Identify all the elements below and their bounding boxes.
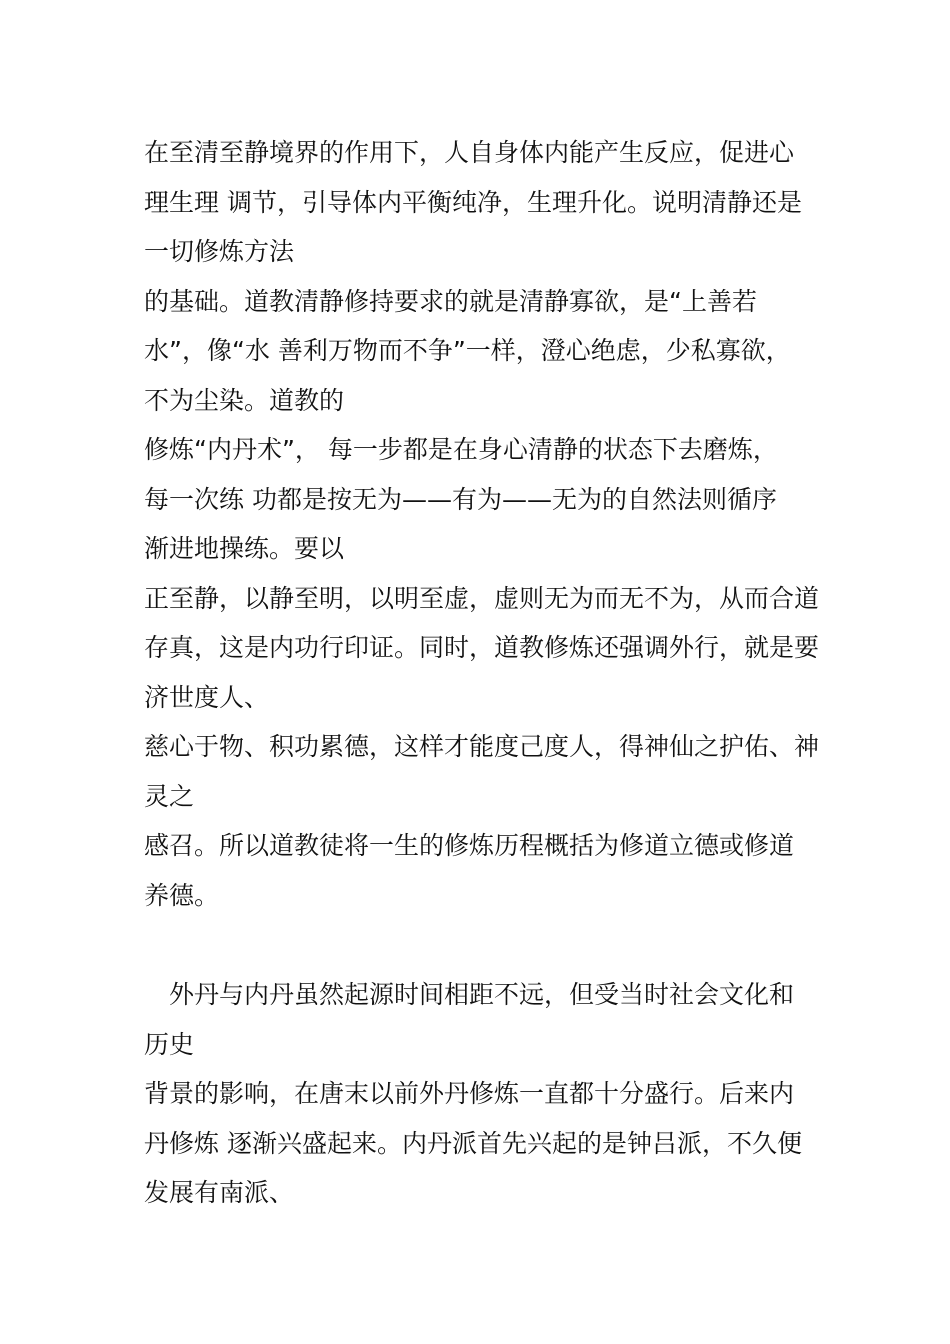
text-line: 不为尘染。道教的	[144, 385, 345, 415]
text-line: 的基础。道教清静修持要求的就是清静寡欲，是“上善若	[144, 286, 757, 316]
text-line: 存真，这是内功行印证。同时，道教修炼还强调外行，就是要	[144, 633, 820, 662]
text-line: 一切修炼方法	[144, 237, 295, 266]
text-line: 历史	[144, 1029, 195, 1059]
text-line: 感召。所以道教徒将一生的修炼历程概括为修道立德或修道	[144, 831, 795, 860]
text-line: 背景的影响，在唐末以前外丹修炼一直都十分盛行。后来内	[144, 1079, 795, 1108]
paragraph-1	[144, 128, 824, 920]
text-line: 养德。	[144, 880, 220, 910]
document-body	[144, 128, 824, 1218]
text-line: 外丹与内丹虽然起源时间相距不远，但受当时社会文化和	[169, 980, 795, 1009]
text-line: 在至清至静境界的作用下，人自身体内能产生反应，促进心	[144, 138, 795, 167]
text-line: 修炼“内丹术”， 每一步都是在身心清静的状态下去磨炼，	[144, 435, 778, 464]
text-line: 发展有南派、	[144, 1178, 295, 1207]
text-line: 正至静，以静至明，以明至虚，虚则无为而无不为，从而合道	[144, 583, 820, 613]
paragraph-2	[144, 970, 824, 1218]
text-line: 慈心于物、积功累德，这样才能度己度人，得神仙之护佑、神	[144, 732, 820, 761]
text-line: 济世度人、	[144, 682, 270, 712]
text-line: 每一次练 功都是按无为——有为——无为的自然法则循序	[144, 484, 777, 514]
text-line: 渐进地操练。要以	[144, 534, 345, 563]
text-line: 灵之	[144, 781, 195, 811]
text-line: 丹修炼 逐渐兴盛起来。内丹派首先兴起的是钟吕派，不久便	[144, 1128, 802, 1158]
text-line: 理生理 调节，引导体内平衡纯净，生理升化。说明清静还是	[144, 187, 802, 217]
text-line: 水”，像“水 善利万物而不争”一样，澄心绝虑，少私寡欲，	[144, 336, 791, 365]
paragraph-spacer	[144, 920, 824, 970]
